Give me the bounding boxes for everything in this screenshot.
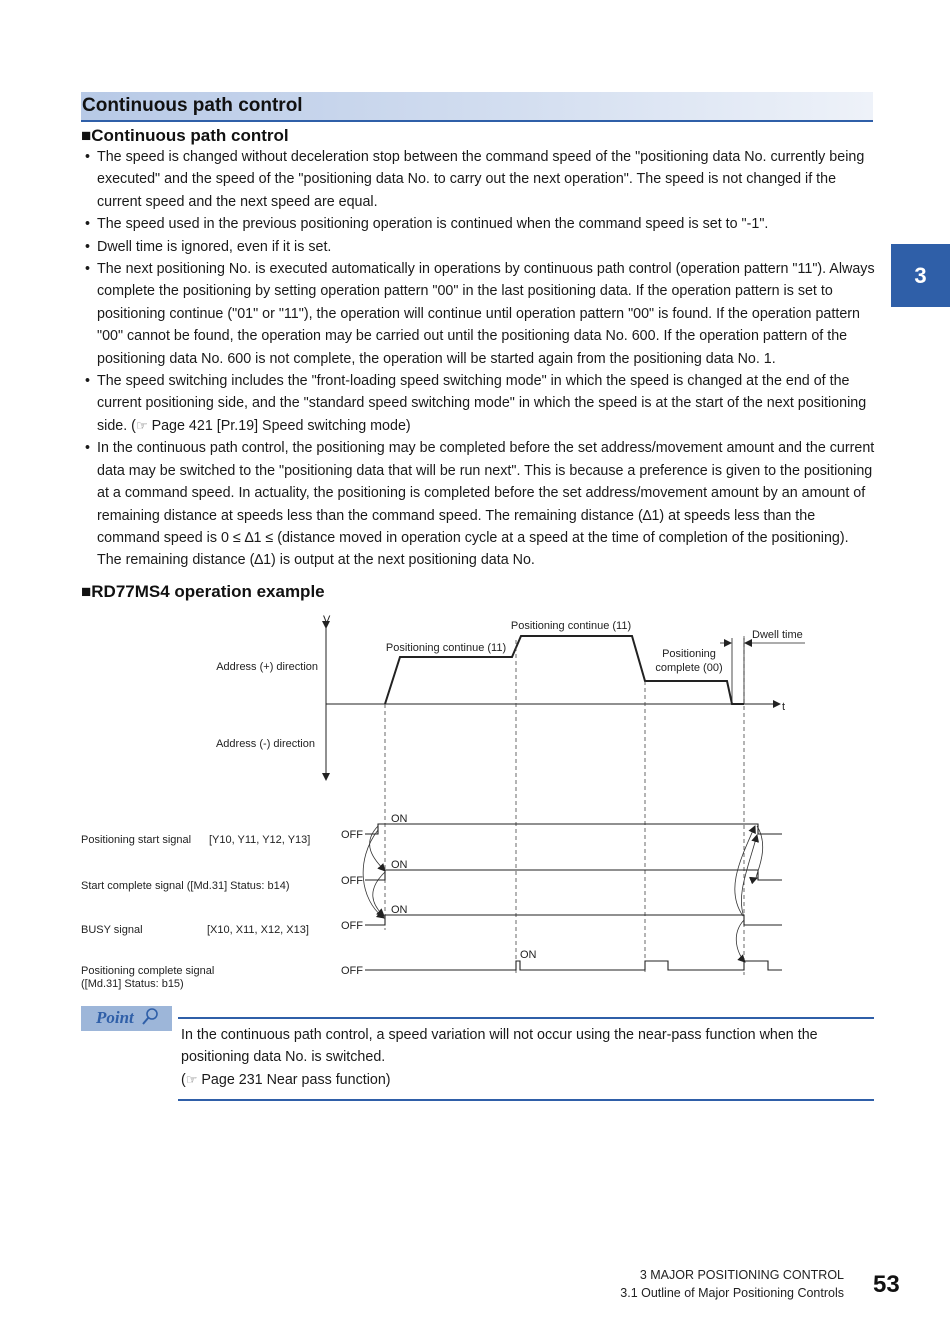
bullet-item: • The speed is changed without deceleration stop between the command speed of the "positioning data No. currently being executed" and the speed of the "positioning data No. to carry out the next operation". The speed is not changed if the current speed and the next speed are equal. xyxy=(81,146,875,213)
chapter-tab[interactable]: 3 xyxy=(891,244,950,307)
positioning-complete-label-line2: complete (00) xyxy=(655,662,723,674)
section-title: Continuous path control xyxy=(82,95,303,116)
v-axis-label: V xyxy=(323,614,331,626)
description-bullet-list xyxy=(81,146,875,572)
point-text-line: In the continuous path control, a speed variation will not occur using the near-pass function when the xyxy=(181,1027,818,1043)
address-plus-label: Address (+) direction xyxy=(216,661,318,673)
footer-chapter: 3 MAJOR POSITIONING CONTROL xyxy=(639,1268,844,1282)
bullet-item: • In the continuous path control, the positioning may be completed before the set address/movement amount and the current data may be switched to the "positioning data that will be run next". This is because a preference is given to the positioning at a command speed. In actuality, the positioning is completed before the set address/movement amount by an amount of remaining distance at speeds less than the command speed. The remaining distance (∆1) at speeds less than the command speed is 0 ≤ ∆1 ≤ (distance moved in operation cycle at a speed at the time of completion of the positioning). The remaining distance (∆1) is output at the next positioning data No. xyxy=(81,437,875,571)
off-label: OFF xyxy=(341,965,363,977)
bullet-item xyxy=(81,370,875,437)
magnifier-icon xyxy=(140,1007,160,1027)
signal-name: Positioning complete signal xyxy=(81,965,215,977)
busy-waveform xyxy=(365,915,782,925)
page-reference-icon: ☞ xyxy=(135,417,148,433)
point-body xyxy=(181,1024,871,1091)
signal-name: BUSY signal xyxy=(81,924,143,936)
point-divider-top xyxy=(178,1017,874,1019)
address-minus-label: Address (-) direction xyxy=(215,738,315,750)
causal-arrows xyxy=(363,826,763,962)
subsection-heading-operation-example: ■RD77MS4 operation example xyxy=(81,582,325,601)
off-label: OFF xyxy=(341,875,363,887)
bullet-item: • The next positioning No. is executed automatically in operations by continuous path control (operation pattern "11"). Always complete the positioning by setting operation pattern "00" in the last positioning data. If the operation pattern is set to positioning continue ("01" or "11"), the operation will continue until operation pattern "00" is found. If the operation pattern "00" cannot be found, the operation may be carried out until the positioning data No. 600. If the operation pattern of the positioning data No. 600 is not complete, the operation will be started again from the positioning data No. 1. xyxy=(81,258,875,370)
subsection-heading-continuous-path: ■Continuous path control xyxy=(81,126,289,145)
point-label: Point xyxy=(96,1008,134,1027)
point-divider-bottom xyxy=(178,1099,874,1101)
positioning-continue-label-2: Positioning continue (11) xyxy=(510,620,632,632)
on-label: ON xyxy=(391,904,408,916)
operation-timing-diagram xyxy=(0,605,950,1005)
signal-waveforms xyxy=(365,824,782,970)
on-label: ON xyxy=(391,813,408,825)
signal-address: [X10, X11, X12, X13] xyxy=(207,924,309,936)
footer-section: 3.1 Outline of Major Positioning Controls xyxy=(620,1286,844,1300)
positioning-continue-label-1: Positioning continue (11) xyxy=(385,642,507,654)
start-complete-waveform xyxy=(365,870,782,880)
ref-paren: ( xyxy=(181,1071,186,1088)
off-label: OFF xyxy=(341,920,363,932)
signal-name: Start complete signal ([Md.31] Status: b14) xyxy=(81,880,290,892)
positioning-start-waveform xyxy=(365,824,782,834)
on-label: ON xyxy=(520,949,537,961)
signal-address: [Y10, Y11, Y12, Y13] xyxy=(209,834,311,846)
on-label: ON xyxy=(391,859,408,871)
bullet-item: • The speed used in the previous positioning operation is continued when the command speed is set to "-1". xyxy=(81,213,875,235)
positioning-complete-label: Positioning xyxy=(662,648,716,660)
t-axis-label: t xyxy=(782,701,786,713)
bullet-text: The speed switching includes the "front-loading speed switching mode" in which the speed is changed at the end of the current positioning side, and the "standard speed switching mode" in which the speed is at the start of the next positioning side. ( xyxy=(97,373,867,434)
page-number: 53 xyxy=(873,1271,900,1298)
signal-name: Positioning start signal xyxy=(81,834,192,846)
page-reference-link[interactable]: Page 421 [Pr.19] Speed switching mode) xyxy=(147,417,411,434)
positioning-complete-waveform xyxy=(365,961,782,970)
page-reference-link[interactable]: Page 231 Near pass function) xyxy=(197,1071,391,1088)
off-label: OFF xyxy=(341,829,363,841)
timing-guide-lines xyxy=(385,636,744,975)
point-text-line: positioning data No. is switched. xyxy=(181,1049,386,1066)
signal-name-line2: ([Md.31] Status: b15) xyxy=(81,978,184,990)
point-reference xyxy=(181,1069,871,1091)
bullet-item: • Dwell time is ignored, even if it is set. xyxy=(81,236,875,258)
dwell-time-label: Dwell time xyxy=(752,629,803,641)
page-reference-icon: ☞ xyxy=(185,1071,198,1087)
